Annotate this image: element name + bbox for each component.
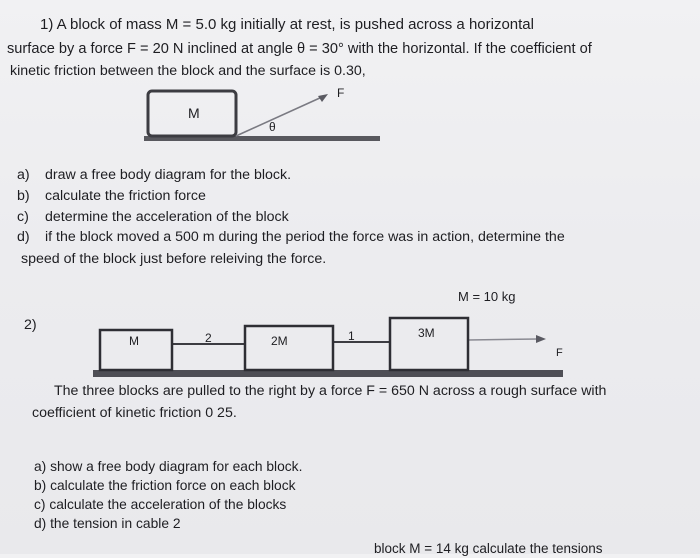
part-d-text: if the block moved a 500 m during the period the force was in action, determine the — [45, 229, 565, 245]
problem2-part-c: c) calculate the acceleration of the blocks — [34, 497, 287, 512]
force-label: F — [337, 86, 345, 100]
part-b-text: calculate the friction force — [45, 188, 206, 204]
part-a-letter: a) — [17, 167, 30, 183]
problem2-part-b: b) calculate the friction force on each block — [34, 478, 296, 493]
problem1-line2: surface by a force F = 20 N inclined at angle θ = 30° with the horizontal. If the coefficient of — [7, 41, 592, 57]
mass-note: M = 10 kg — [458, 289, 516, 304]
part-c-letter: c) — [17, 209, 29, 225]
problem2-part-a: a) show a free body diagram for each block. — [34, 459, 303, 474]
problem1-line3: kinetic friction between the block and the surface is 0.30, — [10, 63, 366, 79]
part-b-letter: b) — [17, 188, 30, 204]
block-2m-label: 2M — [271, 334, 288, 348]
cable-2-label: 2 — [205, 331, 212, 345]
block-3m-label: 3M — [418, 326, 435, 340]
problem2-desc-line1: The three blocks are pulled to the right by a force F = 650 N across a rough surface with — [54, 383, 607, 399]
block-m-label: M — [188, 105, 200, 121]
pull-rope — [468, 339, 538, 340]
cutoff-line: block M = 14 kg calculate the tensions — [374, 541, 603, 556]
angle-label: θ — [269, 120, 276, 134]
part-a-text: draw a free body diagram for the block. — [45, 167, 292, 183]
part-c-text: determine the acceleration of the block — [45, 209, 289, 225]
block-2m — [245, 326, 333, 370]
part-d-continuation: speed of the block just before releiving the force. — [21, 251, 327, 267]
problem2-part-d: d) the tension in cable 2 — [34, 516, 181, 531]
problem1-line1: 1) A block of mass M = 5.0 kg initially at rest, is pushed across a horizontal — [40, 16, 534, 33]
cable-1-label: 1 — [348, 329, 355, 343]
problem2-desc-line2: coefficient of kinetic friction 0 25. — [32, 405, 237, 421]
part-d-letter: d) — [17, 229, 30, 245]
problem2-number: 2) — [24, 317, 37, 333]
pull-arrowhead — [536, 335, 546, 343]
block-m-2-label: M — [129, 334, 139, 348]
force-label-2: F — [556, 347, 563, 359]
